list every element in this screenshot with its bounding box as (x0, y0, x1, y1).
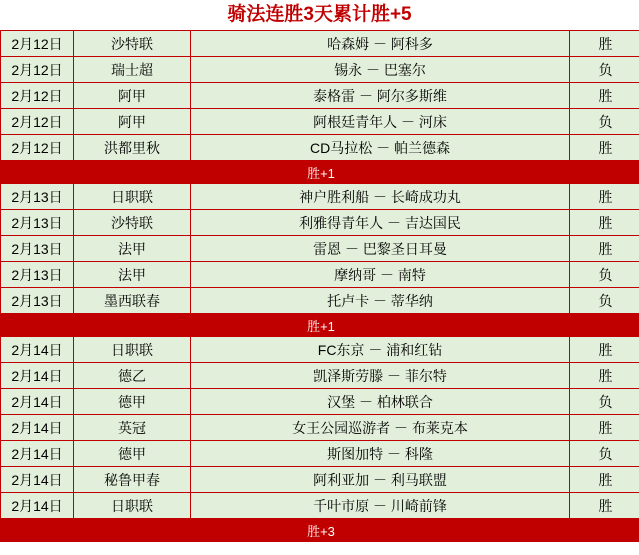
cell-result: 胜 (570, 31, 639, 57)
table-row (1, 467, 639, 493)
table-row (1, 210, 639, 236)
cell-match: 泰格雷 － 阿尔多斯维 (191, 83, 570, 109)
cell-match: 哈森姆 － 阿科多 (191, 31, 570, 57)
cell-result: 胜 (570, 184, 639, 210)
cell-result: 胜 (570, 493, 639, 519)
cell-result: 负 (570, 57, 639, 83)
cell-result: 胜 (570, 363, 639, 389)
cell-match: 女王公园巡游者 － 布莱克本 (191, 415, 570, 441)
cell-league: 沙特联 (74, 210, 191, 236)
cell-league: 德甲 (74, 441, 191, 467)
summary-row (1, 314, 639, 337)
cell-match: 阿利亚加 － 利马联盟 (191, 467, 570, 493)
cell-result: 胜 (570, 135, 639, 161)
table-row (1, 337, 639, 363)
table-row (1, 493, 639, 519)
cell-date: 2月14日 (1, 363, 74, 389)
cell-league: 瑞士超 (74, 57, 191, 83)
cell-match: 凯泽斯劳滕 － 菲尔特 (191, 363, 570, 389)
summary-row (1, 519, 639, 542)
cell-league: 阿甲 (74, 109, 191, 135)
cell-league: 日职联 (74, 184, 191, 210)
cell-league: 沙特联 (74, 31, 191, 57)
table-row (1, 31, 639, 57)
cell-match: 雷恩 － 巴黎圣日耳曼 (191, 236, 570, 262)
cell-match: 锡永 － 巴塞尔 (191, 57, 570, 83)
cell-league: 法甲 (74, 236, 191, 262)
cell-result: 胜 (570, 83, 639, 109)
cell-league: 阿甲 (74, 83, 191, 109)
summary-label: 胜+1 (1, 314, 639, 337)
cell-date: 2月13日 (1, 262, 74, 288)
table-row (1, 109, 639, 135)
cell-match: 千叶市原 － 川崎前锋 (191, 493, 570, 519)
cell-match: 阿根廷青年人 － 河床 (191, 109, 570, 135)
cell-match: 利雅得青年人 － 吉达国民 (191, 210, 570, 236)
cell-result: 负 (570, 288, 639, 314)
cell-date: 2月12日 (1, 109, 74, 135)
summary-label: 胜+1 (1, 161, 639, 184)
table-row (1, 184, 639, 210)
cell-result: 胜 (570, 236, 639, 262)
cell-date: 2月14日 (1, 337, 74, 363)
cell-match: 神户胜利船 － 长崎成功丸 (191, 184, 570, 210)
table-body (1, 31, 639, 542)
cell-date: 2月13日 (1, 236, 74, 262)
cell-match: FC东京 － 浦和红钻 (191, 337, 570, 363)
cell-date: 2月12日 (1, 135, 74, 161)
cell-date: 2月14日 (1, 493, 74, 519)
cell-league: 日职联 (74, 337, 191, 363)
page-title: 骑法连胜3天累计胜+5 (227, 4, 412, 25)
cell-match: 斯图加特 － 科隆 (191, 441, 570, 467)
cell-date: 2月12日 (1, 57, 74, 83)
cell-league: 德甲 (74, 389, 191, 415)
table-row (1, 236, 639, 262)
table-row (1, 389, 639, 415)
cell-match: 汉堡 － 柏林联合 (191, 389, 570, 415)
cell-result: 负 (570, 389, 639, 415)
cell-result: 负 (570, 262, 639, 288)
cell-match: 托卢卡 － 蒂华纳 (191, 288, 570, 314)
cell-date: 2月14日 (1, 467, 74, 493)
cell-match: CD马拉松 － 帕兰德森 (191, 135, 570, 161)
cell-date: 2月13日 (1, 288, 74, 314)
cell-league: 法甲 (74, 262, 191, 288)
cell-date: 2月14日 (1, 389, 74, 415)
cell-result: 负 (570, 109, 639, 135)
cell-league: 墨西联春 (74, 288, 191, 314)
cell-league: 德乙 (74, 363, 191, 389)
cell-date: 2月13日 (1, 184, 74, 210)
cell-date: 2月12日 (1, 31, 74, 57)
cell-result: 胜 (570, 210, 639, 236)
table-row (1, 441, 639, 467)
table-row (1, 262, 639, 288)
cell-result: 胜 (570, 337, 639, 363)
cell-date: 2月14日 (1, 441, 74, 467)
table-row (1, 135, 639, 161)
cell-league: 英冠 (74, 415, 191, 441)
cell-date: 2月14日 (1, 415, 74, 441)
match-results-table (0, 30, 639, 542)
table-row (1, 57, 639, 83)
cell-league: 日职联 (74, 493, 191, 519)
summary-row (1, 161, 639, 184)
cell-result: 胜 (570, 467, 639, 493)
summary-label: 胜+3 (1, 519, 639, 542)
cell-date: 2月13日 (1, 210, 74, 236)
table-row (1, 288, 639, 314)
cell-match: 摩纳哥 － 南特 (191, 262, 570, 288)
table-row (1, 363, 639, 389)
cell-date: 2月12日 (1, 83, 74, 109)
cell-result: 负 (570, 441, 639, 467)
cell-league: 秘鲁甲春 (74, 467, 191, 493)
table-row (1, 83, 639, 109)
cell-league: 洪都里秋 (74, 135, 191, 161)
table-row (1, 415, 639, 441)
cell-result: 胜 (570, 415, 639, 441)
